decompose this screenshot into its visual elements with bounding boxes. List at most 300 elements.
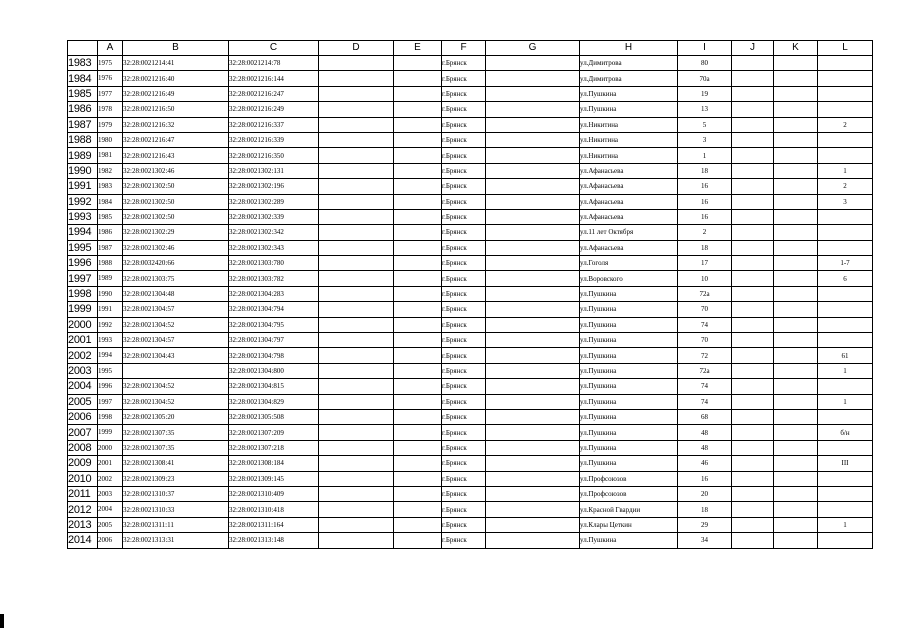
cell-l: 3: [818, 194, 873, 209]
cell-f: г.Брянск: [442, 486, 486, 501]
cell-g: [486, 317, 580, 332]
cell-c: 32:28:0021216:144: [229, 71, 319, 86]
row-number: 1987: [68, 117, 98, 132]
cell-c: 32:28:0021307:209: [229, 425, 319, 440]
cell-k: [774, 148, 818, 163]
cell-g: [486, 56, 580, 71]
cell-h: ул.Пушкина: [580, 317, 678, 332]
row-number: 2011: [68, 486, 98, 501]
cell-f: г.Брянск: [442, 394, 486, 409]
cell-i: 16: [678, 194, 732, 209]
cell-d: [319, 409, 394, 424]
cell-k: [774, 102, 818, 117]
cell-d: [319, 286, 394, 301]
column-header-k: K: [774, 41, 818, 56]
cell-k: [774, 333, 818, 348]
cell-h: ул.Профсоюзов: [580, 486, 678, 501]
cell-f: г.Брянск: [442, 517, 486, 532]
cell-j: [732, 148, 774, 163]
row-number: 2013: [68, 517, 98, 532]
cell-c: 32:28:0021304:797: [229, 333, 319, 348]
cell-a: 1976: [98, 71, 123, 86]
cell-f: г.Брянск: [442, 348, 486, 363]
cell-e: [394, 456, 442, 471]
cell-a: 1991: [98, 302, 123, 317]
cell-j: [732, 117, 774, 132]
cell-d: [319, 302, 394, 317]
cell-a: 1987: [98, 240, 123, 255]
cell-l: [818, 486, 873, 501]
cell-f: г.Брянск: [442, 533, 486, 548]
cell-d: [319, 271, 394, 286]
table-row: [68, 302, 873, 317]
table-row: [68, 440, 873, 455]
cell-e: [394, 409, 442, 424]
cell-b: 32:28:0021304:48: [123, 286, 229, 301]
cell-a: 1981: [98, 148, 123, 163]
cell-f: г.Брянск: [442, 209, 486, 224]
cell-g: [486, 209, 580, 224]
cell-a: 2005: [98, 517, 123, 532]
cell-c: 32:28:0021310:418: [229, 502, 319, 517]
cell-c: 32:28:0021304:795: [229, 317, 319, 332]
cell-g: [486, 194, 580, 209]
cell-a: 1997: [98, 394, 123, 409]
cell-i: 18: [678, 163, 732, 178]
cell-a: 2004: [98, 502, 123, 517]
cell-d: [319, 117, 394, 132]
cell-l: [818, 440, 873, 455]
cell-h: ул.Пушкина: [580, 379, 678, 394]
row-number: 1992: [68, 194, 98, 209]
cell-b: 32:28:0021216:40: [123, 71, 229, 86]
cell-g: [486, 517, 580, 532]
row-number: 1991: [68, 179, 98, 194]
row-number: 1986: [68, 102, 98, 117]
cell-i: 2: [678, 225, 732, 240]
cell-j: [732, 163, 774, 178]
cell-d: [319, 456, 394, 471]
cell-e: [394, 71, 442, 86]
cell-j: [732, 533, 774, 548]
cell-h: ул.Афанасьева: [580, 240, 678, 255]
cell-j: [732, 71, 774, 86]
cell-l: [818, 132, 873, 147]
cell-c: 32:28:0021302:343: [229, 240, 319, 255]
cell-h: ул.Пушкина: [580, 102, 678, 117]
table-row: [68, 363, 873, 378]
cell-j: [732, 240, 774, 255]
cell-k: [774, 456, 818, 471]
cell-l: 1-7: [818, 256, 873, 271]
table-row: [68, 102, 873, 117]
cell-e: [394, 317, 442, 332]
row-number: 1998: [68, 286, 98, 301]
cell-d: [319, 502, 394, 517]
cell-a: 1982: [98, 163, 123, 178]
cell-g: [486, 86, 580, 101]
cell-f: г.Брянск: [442, 225, 486, 240]
cell-l: [818, 302, 873, 317]
cell-c: 32:28:0021304:794: [229, 302, 319, 317]
cell-h: ул.Красной Гвардии: [580, 502, 678, 517]
cell-g: [486, 502, 580, 517]
row-number: 1988: [68, 132, 98, 147]
cell-c: 32:28:0021302:196: [229, 179, 319, 194]
cell-a: 1983: [98, 179, 123, 194]
cell-h: ул.11 лет Октября: [580, 225, 678, 240]
cell-k: [774, 394, 818, 409]
table-row: [68, 179, 873, 194]
cell-d: [319, 440, 394, 455]
table-row: [68, 286, 873, 301]
row-number: 1993: [68, 209, 98, 224]
cell-f: г.Брянск: [442, 333, 486, 348]
cell-f: г.Брянск: [442, 302, 486, 317]
cell-i: 1: [678, 148, 732, 163]
cell-b: [123, 363, 229, 378]
cell-j: [732, 86, 774, 101]
cell-j: [732, 194, 774, 209]
cell-e: [394, 533, 442, 548]
row-number: 1985: [68, 86, 98, 101]
cell-a: 1999: [98, 425, 123, 440]
cell-g: [486, 333, 580, 348]
cell-k: [774, 440, 818, 455]
cell-g: [486, 471, 580, 486]
row-number: 2005: [68, 394, 98, 409]
cell-f: г.Брянск: [442, 163, 486, 178]
cell-k: [774, 317, 818, 332]
cell-j: [732, 132, 774, 147]
cell-e: [394, 240, 442, 255]
table-row: [68, 209, 873, 224]
cell-c: 32:28:0021304:800: [229, 363, 319, 378]
cell-c: 32:28:0021216:350: [229, 148, 319, 163]
cell-l: [818, 379, 873, 394]
row-number: 2006: [68, 409, 98, 424]
cell-l: [818, 533, 873, 548]
cell-l: [818, 409, 873, 424]
cell-b: 32:28:0021216:49: [123, 86, 229, 101]
cell-d: [319, 379, 394, 394]
column-header-a: A: [98, 41, 123, 56]
row-number: 2000: [68, 317, 98, 332]
cell-d: [319, 533, 394, 548]
cell-k: [774, 117, 818, 132]
cell-d: [319, 240, 394, 255]
scan-edge-mark: [0, 614, 4, 628]
cell-i: 72а: [678, 363, 732, 378]
cell-g: [486, 533, 580, 548]
cell-i: 5: [678, 117, 732, 132]
cell-h: ул.Воровского: [580, 271, 678, 286]
cell-i: 74: [678, 394, 732, 409]
cell-i: 80: [678, 56, 732, 71]
cell-g: [486, 363, 580, 378]
cell-a: 1990: [98, 286, 123, 301]
cell-e: [394, 517, 442, 532]
cell-b: 32:28:0021308:41: [123, 456, 229, 471]
cell-k: [774, 363, 818, 378]
cell-e: [394, 333, 442, 348]
column-header-f: F: [442, 41, 486, 56]
cell-h: ул.Пушкина: [580, 286, 678, 301]
column-header-e: E: [394, 41, 442, 56]
cell-i: 70: [678, 333, 732, 348]
row-number: 2001: [68, 333, 98, 348]
cell-b: 32:28:0021302:50: [123, 209, 229, 224]
cell-f: г.Брянск: [442, 440, 486, 455]
table-row: [68, 256, 873, 271]
cell-g: [486, 456, 580, 471]
cell-h: ул.Димитрова: [580, 56, 678, 71]
cell-k: [774, 471, 818, 486]
cell-d: [319, 256, 394, 271]
cell-e: [394, 394, 442, 409]
cell-h: ул.Пушкина: [580, 425, 678, 440]
cell-l: [818, 317, 873, 332]
cell-b: 32:28:0021310:37: [123, 486, 229, 501]
cell-e: [394, 271, 442, 286]
cell-b: 32:28:0021310:33: [123, 502, 229, 517]
cell-f: г.Брянск: [442, 286, 486, 301]
cell-j: [732, 486, 774, 501]
cell-g: [486, 348, 580, 363]
cell-k: [774, 409, 818, 424]
cell-k: [774, 163, 818, 178]
cell-f: г.Брянск: [442, 148, 486, 163]
cell-j: [732, 209, 774, 224]
cell-j: [732, 440, 774, 455]
row-number: 2012: [68, 502, 98, 517]
cell-a: 1985: [98, 209, 123, 224]
cell-k: [774, 502, 818, 517]
cell-g: [486, 486, 580, 501]
cell-h: ул.Пушкина: [580, 348, 678, 363]
cell-e: [394, 425, 442, 440]
cell-l: [818, 102, 873, 117]
cell-d: [319, 86, 394, 101]
cell-f: г.Брянск: [442, 132, 486, 147]
cell-i: 70: [678, 302, 732, 317]
row-number: 2003: [68, 363, 98, 378]
table-row: [68, 240, 873, 255]
column-header-c: C: [229, 41, 319, 56]
cell-b: 32:28:0021216:50: [123, 102, 229, 117]
corner-header: [68, 41, 98, 56]
cell-e: [394, 471, 442, 486]
cell-i: 48: [678, 425, 732, 440]
table-row: [68, 471, 873, 486]
table-row: [68, 394, 873, 409]
cell-b: 32:28:0021304:52: [123, 317, 229, 332]
cell-e: [394, 348, 442, 363]
cell-j: [732, 317, 774, 332]
cell-a: 1998: [98, 409, 123, 424]
cell-f: г.Брянск: [442, 179, 486, 194]
cell-b: 32:28:0021304:52: [123, 394, 229, 409]
row-number: 1996: [68, 256, 98, 271]
table-row: [68, 533, 873, 548]
table-row: [68, 486, 873, 501]
cell-l: [818, 225, 873, 240]
cell-l: [818, 209, 873, 224]
cell-j: [732, 333, 774, 348]
cell-g: [486, 256, 580, 271]
cell-b: 32:28:0021304:43: [123, 348, 229, 363]
cell-c: 32:28:0021216:337: [229, 117, 319, 132]
cell-d: [319, 209, 394, 224]
cell-f: г.Брянск: [442, 502, 486, 517]
cell-c: 32:28:0021303:780: [229, 256, 319, 271]
cell-c: 32:28:0021309:145: [229, 471, 319, 486]
cell-g: [486, 409, 580, 424]
row-number: 2007: [68, 425, 98, 440]
cell-b: 32:28:0021311:11: [123, 517, 229, 532]
cell-g: [486, 440, 580, 455]
cell-b: 32:28:0021305:20: [123, 409, 229, 424]
cell-a: 1988: [98, 256, 123, 271]
cell-j: [732, 256, 774, 271]
cell-l: 6: [818, 271, 873, 286]
cell-g: [486, 148, 580, 163]
cell-a: 1995: [98, 363, 123, 378]
cell-c: 32:28:0021304:798: [229, 348, 319, 363]
cell-c: 32:28:0021304:829: [229, 394, 319, 409]
spreadsheet-table: [67, 40, 873, 549]
cell-e: [394, 379, 442, 394]
cell-i: 74: [678, 317, 732, 332]
cell-b: 32:28:0021304:52: [123, 379, 229, 394]
table-row: [68, 379, 873, 394]
cell-c: 32:28:0021216:339: [229, 132, 319, 147]
cell-e: [394, 56, 442, 71]
cell-k: [774, 240, 818, 255]
cell-k: [774, 132, 818, 147]
row-number: 1997: [68, 271, 98, 286]
cell-g: [486, 379, 580, 394]
row-number: 2004: [68, 379, 98, 394]
cell-e: [394, 209, 442, 224]
cell-l: 61: [818, 348, 873, 363]
cell-h: ул.Гоголя: [580, 256, 678, 271]
cell-a: 1975: [98, 56, 123, 71]
cell-d: [319, 71, 394, 86]
cell-e: [394, 256, 442, 271]
cell-d: [319, 317, 394, 332]
cell-k: [774, 209, 818, 224]
cell-a: 1977: [98, 86, 123, 101]
cell-h: ул.Пушкина: [580, 440, 678, 455]
cell-f: г.Брянск: [442, 471, 486, 486]
row-number: 2002: [68, 348, 98, 363]
cell-a: 2003: [98, 486, 123, 501]
cell-g: [486, 286, 580, 301]
cell-a: 2006: [98, 533, 123, 548]
cell-f: г.Брянск: [442, 379, 486, 394]
cell-a: 1979: [98, 117, 123, 132]
cell-e: [394, 194, 442, 209]
cell-l: [818, 240, 873, 255]
cell-f: г.Брянск: [442, 194, 486, 209]
cell-i: 68: [678, 409, 732, 424]
cell-d: [319, 148, 394, 163]
cell-h: ул.Никитина: [580, 148, 678, 163]
cell-h: ул.Димитрова: [580, 71, 678, 86]
column-header-h: H: [580, 41, 678, 56]
cell-k: [774, 256, 818, 271]
cell-a: 1980: [98, 132, 123, 147]
cell-l: [818, 502, 873, 517]
table-row: [68, 71, 873, 86]
cell-a: 2001: [98, 456, 123, 471]
cell-c: 32:28:0021303:782: [229, 271, 319, 286]
cell-h: ул.Пушкина: [580, 409, 678, 424]
cell-d: [319, 425, 394, 440]
cell-b: 32:28:0032420:66: [123, 256, 229, 271]
cell-j: [732, 286, 774, 301]
cell-a: 1986: [98, 225, 123, 240]
cell-k: [774, 286, 818, 301]
cell-a: 1984: [98, 194, 123, 209]
cell-d: [319, 333, 394, 348]
cell-f: г.Брянск: [442, 271, 486, 286]
cell-i: 18: [678, 240, 732, 255]
cell-d: [319, 394, 394, 409]
cell-d: [319, 348, 394, 363]
cell-i: 16: [678, 179, 732, 194]
cell-i: 72: [678, 348, 732, 363]
cell-i: 70а: [678, 71, 732, 86]
cell-j: [732, 471, 774, 486]
cell-k: [774, 517, 818, 532]
row-number: 2008: [68, 440, 98, 455]
cell-b: 32:28:0021307:35: [123, 440, 229, 455]
row-number: 1989: [68, 148, 98, 163]
cell-e: [394, 117, 442, 132]
cell-k: [774, 56, 818, 71]
column-header-b: B: [123, 41, 229, 56]
cell-i: 29: [678, 517, 732, 532]
cell-f: г.Брянск: [442, 240, 486, 255]
row-number: 1995: [68, 240, 98, 255]
cell-b: 32:28:0021304:57: [123, 333, 229, 348]
cell-h: ул.Пушкина: [580, 456, 678, 471]
table-row: [68, 271, 873, 286]
cell-j: [732, 379, 774, 394]
cell-k: [774, 348, 818, 363]
cell-k: [774, 194, 818, 209]
cell-h: ул.Никитина: [580, 132, 678, 147]
cell-a: 1996: [98, 379, 123, 394]
row-number: 1984: [68, 71, 98, 86]
table-row: [68, 456, 873, 471]
cell-g: [486, 132, 580, 147]
cell-g: [486, 225, 580, 240]
cell-k: [774, 425, 818, 440]
cell-k: [774, 71, 818, 86]
cell-c: 32:28:0021302:339: [229, 209, 319, 224]
cell-h: ул.Пушкина: [580, 394, 678, 409]
row-number: 1983: [68, 56, 98, 71]
cell-i: 74: [678, 379, 732, 394]
cell-l: 1: [818, 363, 873, 378]
cell-l: [818, 333, 873, 348]
cell-a: 1994: [98, 348, 123, 363]
cell-c: 32:28:0021216:247: [229, 86, 319, 101]
cell-c: 32:28:0021216:249: [229, 102, 319, 117]
